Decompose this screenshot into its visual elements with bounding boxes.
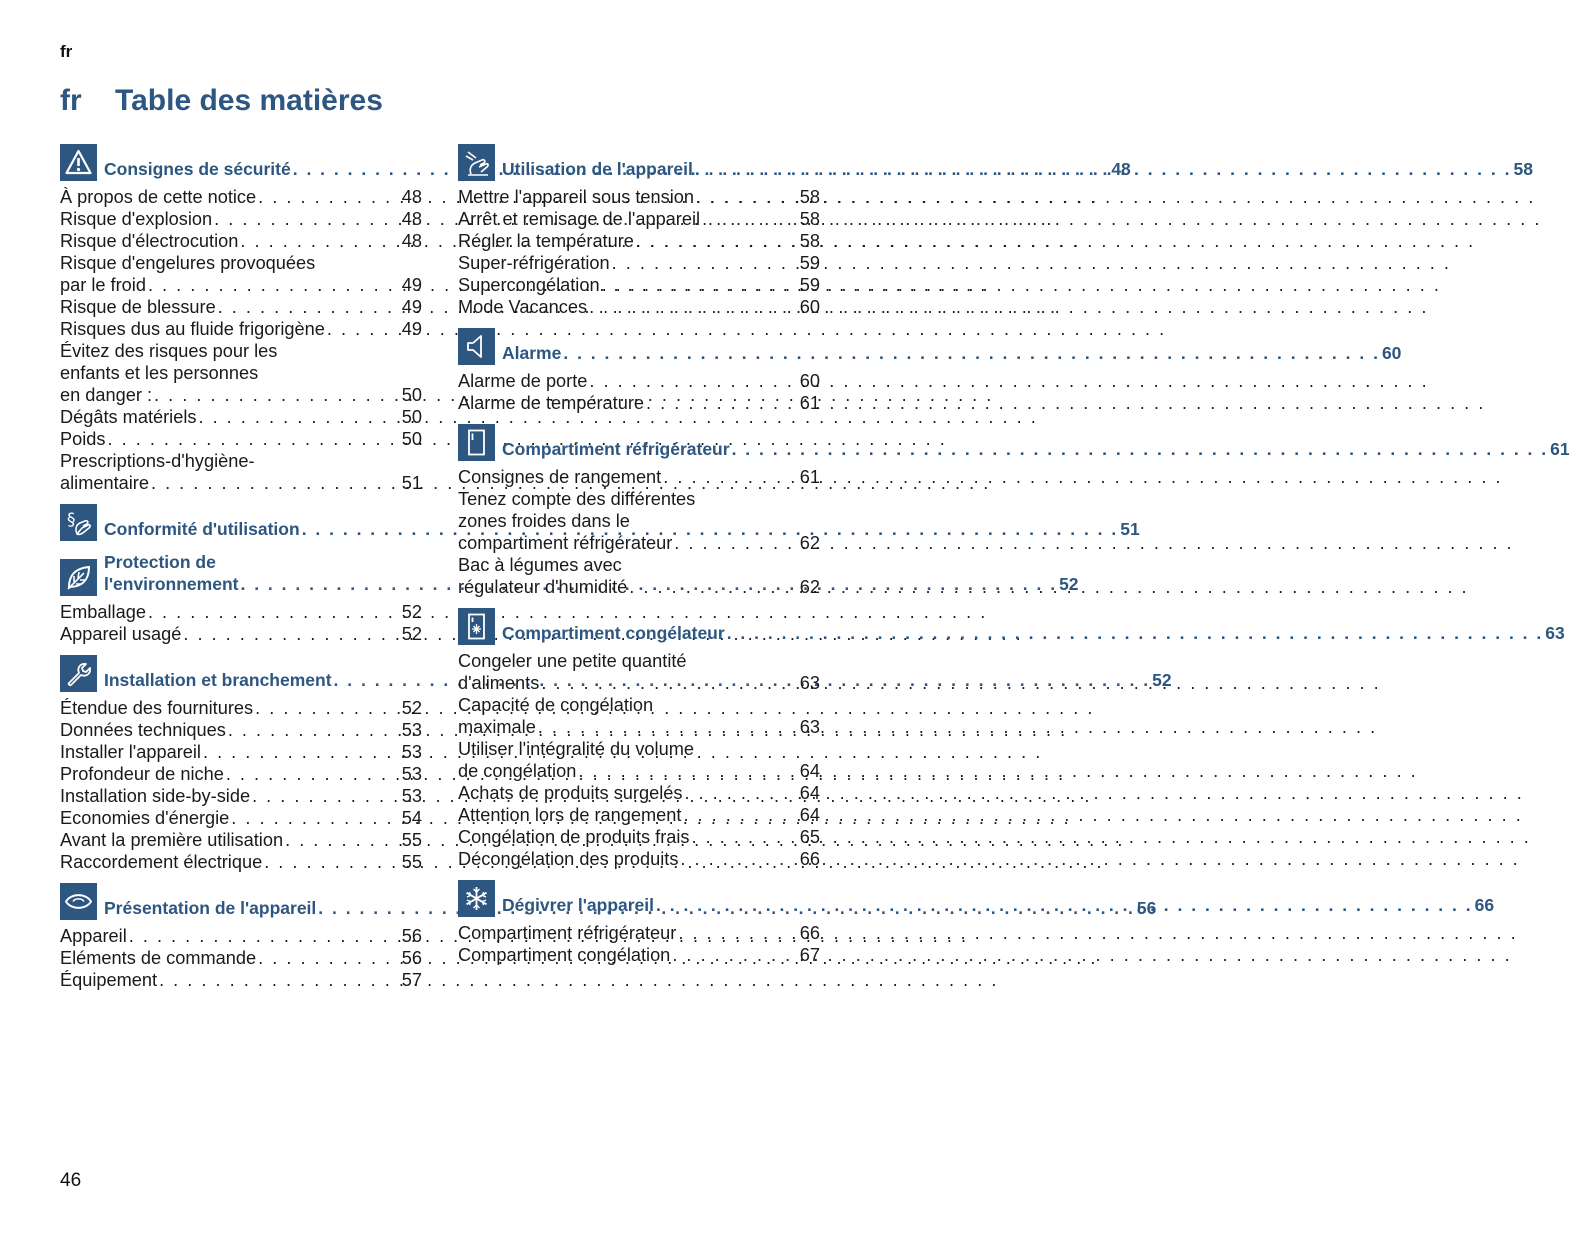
- toc-entry[interactable]: [60, 851, 422, 873]
- leader-dots: [148, 601, 400, 623]
- leaf-icon: [60, 559, 97, 596]
- leader-dots: [231, 807, 399, 829]
- page-title: [60, 84, 383, 118]
- svg-text:§: §: [67, 510, 76, 530]
- toc-entry[interactable]: [60, 252, 422, 296]
- entry-line: [60, 623, 422, 645]
- page-number: 46: [60, 1170, 82, 1191]
- entry-page-number: 52: [401, 602, 422, 622]
- freezer-icon-graphic: [462, 612, 491, 641]
- section-title[interactable]: [502, 158, 1533, 181]
- section-title-text: Utilisation de l'appareil: [502, 159, 693, 179]
- section-title-text: Alarme: [502, 343, 562, 363]
- entry-text: Congélation de produits frais: [458, 827, 690, 847]
- entry-text: en danger :: [60, 385, 153, 405]
- entry-text-line: Prescriptions-d'hygiène-: [60, 451, 255, 471]
- entry-page-number: 50: [401, 385, 422, 405]
- leader-dots: [198, 406, 399, 428]
- section-title[interactable]: [502, 622, 1565, 645]
- entry-line: [60, 697, 422, 719]
- entry-page-number: 64: [799, 783, 820, 803]
- entry-line: [60, 947, 422, 969]
- leader-dots: [683, 804, 797, 826]
- entry-text-line: Tenez compte des différentes: [458, 489, 696, 509]
- section-title[interactable]: [502, 894, 1494, 917]
- section-page-number: 60: [1381, 343, 1402, 363]
- entry-text: Compartiment congélation: [458, 945, 671, 965]
- section-title[interactable]: [502, 342, 1401, 365]
- entry-text: Équipement: [60, 970, 158, 990]
- toc-entry[interactable]: [60, 925, 422, 947]
- leader-dots: [696, 186, 798, 208]
- leader-dots: [148, 274, 400, 296]
- toc-entry[interactable]: [60, 807, 422, 829]
- toc-entry[interactable]: [60, 428, 422, 450]
- entry-line: [60, 186, 422, 208]
- section-page-number: 48: [1111, 159, 1131, 179]
- toc-entry[interactable]: [60, 186, 422, 208]
- toc-entry[interactable]: [60, 318, 422, 340]
- entry-line: [60, 472, 422, 494]
- entry-text: Arrêt et remisage de l'appareil: [458, 209, 701, 229]
- toc-entry[interactable]: [458, 274, 820, 296]
- leader-dots: [203, 741, 400, 763]
- entry-text: Alarme de porte: [458, 371, 588, 391]
- leader-dots: [154, 384, 400, 406]
- toc-entry[interactable]: [458, 944, 820, 966]
- leader-dots: [151, 472, 400, 494]
- entry-line: [60, 384, 422, 406]
- entry-line: [60, 925, 422, 947]
- entry-text: Emballage: [60, 602, 146, 622]
- entry-page-number: 48: [401, 231, 422, 251]
- leader-dots: [732, 438, 1549, 460]
- entry-line: [60, 208, 422, 230]
- entry-line: [458, 782, 820, 804]
- entry-text-line: Bac à légumes avec: [458, 555, 622, 575]
- leader-dots: [538, 716, 798, 738]
- entry-page-number: 62: [799, 577, 820, 597]
- warning-icon-graphic: [64, 148, 93, 177]
- entry-line: [60, 318, 422, 340]
- entry-text: Risques dus au fluide frigorigène: [60, 319, 325, 339]
- entry-text: Economies d'énergie: [60, 808, 230, 828]
- title-text: Table des matières: [115, 84, 383, 117]
- leader-dots: [646, 392, 798, 414]
- entry-text: Alarme de température: [458, 393, 645, 413]
- entry-line: [458, 370, 820, 392]
- entry-text-line: Capacité de congélation: [458, 695, 654, 715]
- entry-line: [458, 186, 820, 208]
- entry-text-line: Congeler une petite quantité: [458, 651, 687, 671]
- section-title-text: Compartiment congélateur: [502, 623, 725, 643]
- entry-line: [60, 969, 422, 991]
- entry-line: [458, 672, 820, 694]
- entry-page-number: 55: [401, 830, 422, 850]
- entry-line: [60, 230, 422, 252]
- section-heading[interactable]: [458, 424, 1570, 461]
- entry-text-line: zones froides dans le: [458, 511, 630, 531]
- entry-line: [60, 785, 422, 807]
- section-heading[interactable]: [458, 608, 1565, 645]
- entry-text: Compartiment réfrigérateur: [458, 923, 677, 943]
- entry-text: Étendue des fournitures: [60, 698, 254, 718]
- entry-text: de congélation: [458, 761, 577, 781]
- entry-line: [458, 944, 820, 966]
- toc-entry[interactable]: [458, 782, 820, 804]
- toc-entry[interactable]: [458, 186, 820, 208]
- toc-entry[interactable]: [60, 208, 422, 230]
- entry-page-number: 63: [799, 717, 820, 737]
- entry-page-number: 55: [401, 852, 422, 872]
- fridge-icon-graphic: [462, 428, 491, 457]
- leader-dots: [663, 466, 798, 488]
- entry-line: [60, 296, 422, 318]
- leader-dots: [612, 252, 798, 274]
- entry-page-number: 53: [401, 720, 422, 740]
- entry-line: [458, 804, 820, 826]
- snowflake-icon: [458, 880, 495, 917]
- entry-text: Attention lors de rangement: [458, 805, 682, 825]
- entry-page-number: 48: [401, 187, 422, 207]
- leader-dots: [578, 760, 797, 782]
- entry-page-number: 50: [401, 429, 422, 449]
- entry-page-number: 56: [401, 948, 422, 968]
- leaf-icon-graphic: [64, 563, 93, 592]
- leader-dots: [159, 969, 400, 991]
- toc-entry[interactable]: [60, 340, 422, 406]
- entry-text: Installation side-by-side: [60, 786, 251, 806]
- toc-entry[interactable]: [60, 947, 422, 969]
- toc-entry[interactable]: [60, 719, 422, 741]
- entry-text: Décongélation des produits: [458, 849, 679, 869]
- toc-entry[interactable]: [458, 650, 820, 694]
- entry-text: Super-réfrigération: [458, 253, 610, 273]
- fridge-icon: [458, 424, 495, 461]
- leader-dots: [228, 719, 400, 741]
- section-page-number: 63: [1545, 623, 1565, 643]
- entry-text: maximale: [458, 717, 536, 737]
- entry-text: Risque de blessure: [60, 297, 216, 317]
- leader-dots: [258, 947, 400, 969]
- leader-dots: [183, 623, 399, 645]
- entry-text: Profondeur de niche: [60, 764, 224, 784]
- leader-dots: [214, 208, 400, 230]
- entry-line: [60, 829, 422, 851]
- entry-text: Données techniques: [60, 720, 226, 740]
- entry-text: régulateur d'humidité: [458, 577, 628, 597]
- section-page-number: 52: [1152, 670, 1172, 690]
- entry-page-number: 49: [401, 297, 422, 317]
- toc-entry[interactable]: [60, 406, 422, 428]
- paragraph-hand-icon: [60, 504, 97, 541]
- entry-line: [458, 252, 820, 274]
- toc-entry[interactable]: [458, 252, 820, 274]
- entry-line: [60, 274, 422, 296]
- entry-page-number: 56: [401, 926, 422, 946]
- toc-entry[interactable]: [458, 296, 820, 318]
- entry-line: [458, 826, 820, 848]
- entry-text: Appareil usagé: [60, 624, 182, 644]
- entry-line: [458, 576, 820, 598]
- section-title[interactable]: [502, 438, 1570, 461]
- toc-entry[interactable]: [60, 450, 422, 494]
- entry-page-number: 53: [401, 742, 422, 762]
- leader-dots: [327, 318, 400, 340]
- entry-text: Risque d'électrocution: [60, 231, 239, 251]
- leader-dots: [727, 622, 1544, 644]
- section-title-text: Conformité d'utilisation: [104, 519, 300, 539]
- entry-line: [60, 428, 422, 450]
- entry-page-number: 49: [401, 275, 422, 295]
- paragraph-hand-icon-graphic: [64, 508, 93, 537]
- toc-entry[interactable]: [458, 826, 820, 848]
- entry-page-number: 63: [799, 673, 820, 693]
- section-page-number: 58: [1513, 159, 1533, 179]
- leader-dots: [636, 230, 798, 252]
- entry-line: [458, 230, 820, 252]
- leader-dots: [692, 826, 798, 848]
- leader-dots: [589, 370, 797, 392]
- entry-text: par le froid: [60, 275, 146, 295]
- section-page-number: 52: [1059, 574, 1079, 594]
- entry-page-number: 54: [401, 808, 422, 828]
- leader-dots: [218, 296, 400, 318]
- entry-line: [458, 274, 820, 296]
- entry-page-number: 61: [799, 393, 820, 413]
- section-page-number: 51: [1120, 519, 1140, 539]
- entry-text: Appareil: [60, 926, 127, 946]
- entry-line: [60, 851, 422, 873]
- leader-dots: [602, 274, 798, 296]
- entry-text: Poids: [60, 429, 106, 449]
- entry-line: [458, 716, 820, 738]
- toc-entry[interactable]: [60, 785, 422, 807]
- entry-page-number: 67: [799, 945, 820, 965]
- leader-dots: [541, 672, 797, 694]
- entry-line: [60, 741, 422, 763]
- leader-dots: [674, 532, 797, 554]
- leader-dots: [285, 829, 400, 851]
- warning-icon: [60, 144, 97, 181]
- section-title-text: Consignes de sécurité: [104, 159, 291, 179]
- toc-entry[interactable]: [60, 623, 422, 645]
- leader-dots: [226, 763, 400, 785]
- leader-dots: [656, 894, 1473, 916]
- wrench-icon: [60, 655, 97, 692]
- snowflake-icon-graphic: [462, 884, 491, 913]
- entry-text-line: enfants et les personnes: [60, 363, 259, 383]
- section-title-text: Compartiment réfrigérateur: [502, 439, 730, 459]
- speaker-icon-graphic: [462, 332, 491, 361]
- section-title-text: l'environnement: [104, 574, 239, 594]
- leader-dots: [264, 851, 400, 873]
- toc-entry[interactable]: [458, 738, 820, 782]
- leader-dots: [684, 782, 797, 804]
- toc-entry[interactable]: [60, 969, 422, 991]
- leader-dots: [672, 944, 797, 966]
- entry-page-number: 57: [401, 970, 422, 990]
- entry-page-number: 58: [799, 231, 820, 251]
- toc-entry[interactable]: [458, 694, 820, 738]
- entry-line: [458, 922, 820, 944]
- entry-line: [458, 466, 820, 488]
- entry-page-number: 48: [401, 209, 422, 229]
- leader-dots: [258, 186, 400, 208]
- leader-dots: [108, 428, 400, 450]
- toc-entry[interactable]: [60, 230, 422, 252]
- toc-entry[interactable]: [458, 554, 820, 598]
- entry-page-number: 59: [799, 275, 820, 295]
- entry-text: Consignes de rangement: [458, 467, 662, 487]
- entry-text-line: Utiliser l'intégralité du volume: [458, 739, 694, 759]
- entry-page-number: 58: [799, 209, 820, 229]
- section-title-text: Installation et branchement: [104, 670, 332, 690]
- section-heading[interactable]: [458, 328, 1402, 365]
- toc-entry[interactable]: [60, 296, 422, 318]
- entry-text: compartiment réfrigérateur: [458, 533, 673, 553]
- toc-entry[interactable]: [458, 208, 820, 230]
- entry-line: [458, 392, 820, 414]
- entry-line: [458, 760, 820, 782]
- leader-dots: [678, 922, 797, 944]
- entry-text: Installer l'appareil: [60, 742, 201, 762]
- entry-line: [458, 208, 820, 230]
- toc-entry[interactable]: [60, 741, 422, 763]
- entry-page-number: 53: [401, 786, 422, 806]
- freezer-icon: [458, 608, 495, 645]
- section-title-text: Dégivrer l'appareil: [502, 895, 655, 915]
- entry-text: d'aliments: [458, 673, 540, 693]
- entry-page-number: 60: [799, 297, 820, 317]
- header-language: fr: [60, 42, 73, 61]
- entry-line: [458, 848, 820, 870]
- entry-text: alimentaire: [60, 473, 149, 493]
- entry-page-number: 49: [401, 319, 422, 339]
- eye-icon: [60, 883, 97, 920]
- entry-page-number: 52: [401, 624, 422, 644]
- entry-page-number: 60: [799, 371, 820, 391]
- leader-dots: [252, 785, 400, 807]
- entry-line: [458, 532, 820, 554]
- toc-entry[interactable]: [60, 697, 422, 719]
- entry-text: Mode Vacances: [458, 297, 588, 317]
- entry-text: Raccordement électrique: [60, 852, 263, 872]
- toc-entry[interactable]: [458, 230, 820, 252]
- section-title-text: Protection de: [104, 552, 216, 572]
- entry-text: Mettre l'appareil sous tension: [458, 187, 694, 207]
- entry-page-number: 66: [799, 849, 820, 869]
- eye-icon-graphic: [64, 887, 93, 916]
- toc-entry[interactable]: [458, 488, 820, 554]
- entry-page-number: 66: [799, 923, 820, 943]
- toc-section: [458, 328, 1402, 414]
- entry-text: Régler la température: [458, 231, 634, 251]
- entry-page-number: 50: [401, 407, 422, 427]
- entry-page-number: 51: [401, 473, 422, 493]
- leader-dots: [695, 158, 1512, 180]
- entry-text-line: Évitez des risques pour les: [60, 341, 278, 361]
- toc-entry[interactable]: [458, 392, 820, 414]
- toc-entry[interactable]: [60, 829, 422, 851]
- section-title-text: Présentation de l'appareil: [104, 898, 317, 918]
- leader-dots: [629, 576, 797, 598]
- entry-text: Eléments de commande: [60, 948, 257, 968]
- entry-page-number: 62: [799, 533, 820, 553]
- toc-entry[interactable]: [458, 466, 820, 488]
- leader-dots: [563, 342, 1380, 364]
- leader-dots: [589, 296, 798, 318]
- entry-line: [458, 296, 820, 318]
- leader-dots: [702, 208, 798, 230]
- speaker-icon: [458, 328, 495, 365]
- entry-page-number: 52: [401, 698, 422, 718]
- entry-line: [60, 601, 422, 623]
- entry-page-number: 65: [799, 827, 820, 847]
- entry-text: Avant la première utilisation: [60, 830, 284, 850]
- entry-text: À propos de cette notice: [60, 187, 257, 207]
- toc-entry[interactable]: [60, 763, 422, 785]
- entry-text: Achats de produits surgelés: [458, 783, 683, 803]
- leader-dots: [255, 697, 400, 719]
- section-page-number: 61: [1550, 439, 1570, 459]
- section-page-number: 66: [1474, 895, 1495, 915]
- hand-control-icon-graphic: [462, 148, 491, 177]
- entry-page-number: 64: [799, 805, 820, 825]
- entry-page-number: 59: [799, 253, 820, 273]
- entry-line: [60, 719, 422, 741]
- section-page-number: 56: [1136, 898, 1157, 918]
- entry-line: [60, 807, 422, 829]
- entry-text: Dégâts matériels: [60, 407, 197, 427]
- toc-entry[interactable]: [458, 848, 820, 870]
- leader-dots: [680, 848, 797, 870]
- hand-control-icon: [458, 144, 495, 181]
- wrench-icon-graphic: [64, 659, 93, 688]
- toc-entry[interactable]: [458, 370, 820, 392]
- entry-text: Risque d'explosion: [60, 209, 213, 229]
- leader-dots: [129, 925, 400, 947]
- entry-page-number: 64: [799, 761, 820, 781]
- entry-line: [60, 406, 422, 428]
- entry-text: Supercongélation: [458, 275, 600, 295]
- entry-page-number: 53: [401, 764, 422, 784]
- toc-entry[interactable]: [458, 804, 820, 826]
- title-language: fr: [60, 84, 82, 117]
- entry-line: [60, 763, 422, 785]
- leader-dots: [240, 230, 399, 252]
- entry-text-line: Risque d'engelures provoquées: [60, 253, 316, 273]
- entry-page-number: 58: [799, 187, 820, 207]
- toc-entry[interactable]: [458, 922, 820, 944]
- toc-entry[interactable]: [60, 601, 422, 623]
- entry-page-number: 61: [799, 467, 820, 487]
